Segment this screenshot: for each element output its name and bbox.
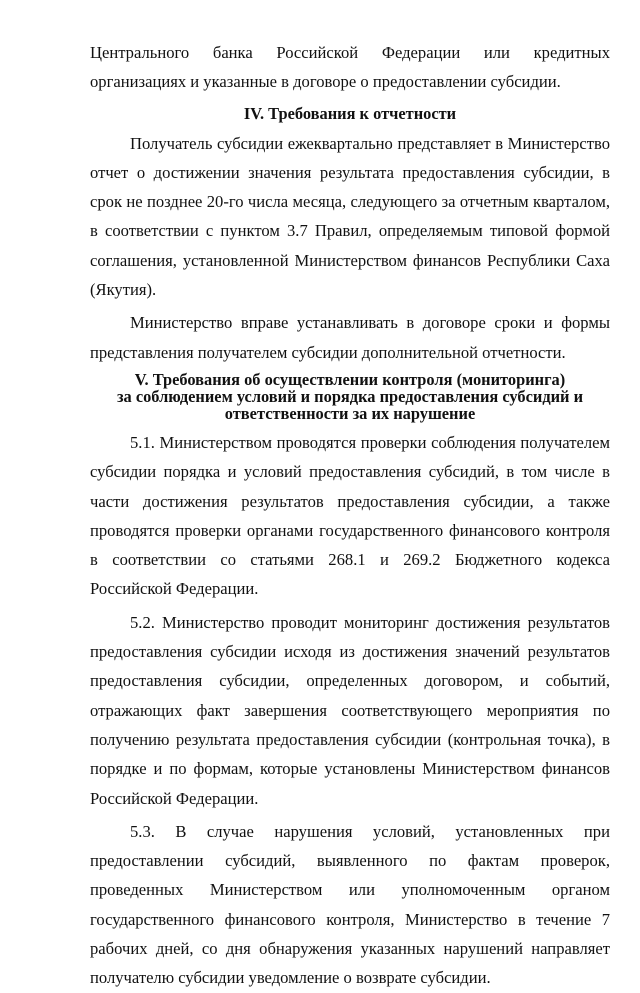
document-page: [90, 38, 610, 993]
section-v-paragraph-5-3: 5.3. В случае нарушения условий, установленных при предоставлении субсидий, выявленного по фактам проверок, проведенных Министерством или уполномоченным органом государственного финансового контроля, Министерство в течение 7 рабочих дней, со дня обнаружения указанных нарушений направляет получателю субсидии уведомление о возврате субсидии.: [90, 821, 610, 988]
intro-paragraph: Центрального банка Российской Федерации или кредитных организациях и указанные в договоре о предоставлении субсидии.: [90, 43, 610, 92]
section-v-heading-line-3: ответственности за их нарушение: [224, 403, 476, 423]
section-v-paragraph-5-2: 5.2. Министерство проводит мониторинг достижения результатов предоставления субсидии исходя из достижения значений результатов предоставления субсидии, определенных договором, и событий, отражающих факт завершения соответствующего мероприятия по получению результата предоставления субсидии (контрольная точка), в порядке и по формам, которые установлены Министерством финансов Российской Федерации.: [90, 612, 610, 808]
section-iv-paragraph-2: Министерство вправе устанавливать в договоре сроки и формы представления получателем субсидии дополнительной отчетности.: [90, 313, 610, 362]
section-v-heading: [90, 371, 610, 422]
section-v-heading-line-2: за соблюдением условий и порядка предоставления субсидий и: [116, 386, 584, 406]
section-iv-paragraph-1: Получатель субсидии ежеквартально представляет в Министерство отчет о достижении значения результата предоставления субсидии, в срок не позднее 20-го числа месяца, следующего за отчетным кварталом, в соответствии с пунктом 3.7 Правил, определяемым типовой формой соглашения, установленной Министерством финансов Республики Саха (Якутия).: [90, 133, 610, 300]
section-iv-heading: IV. Требования к отчетности: [243, 103, 457, 123]
section-v-heading-line-1: V. Требования об осуществлении контроля (мониторинга): [134, 369, 566, 389]
section-v-paragraph-5-1: 5.1. Министерством проводятся проверки соблюдения получателем субсидии порядка и условий предоставления субсидий, в том числе в части достижения результатов предоставления субсидии, а также проводятся проверки органами государственного финансового контроля в соответствии со статьями 268.1 и 269.2 Бюджетного кодекса Российской Федерации.: [90, 432, 610, 599]
